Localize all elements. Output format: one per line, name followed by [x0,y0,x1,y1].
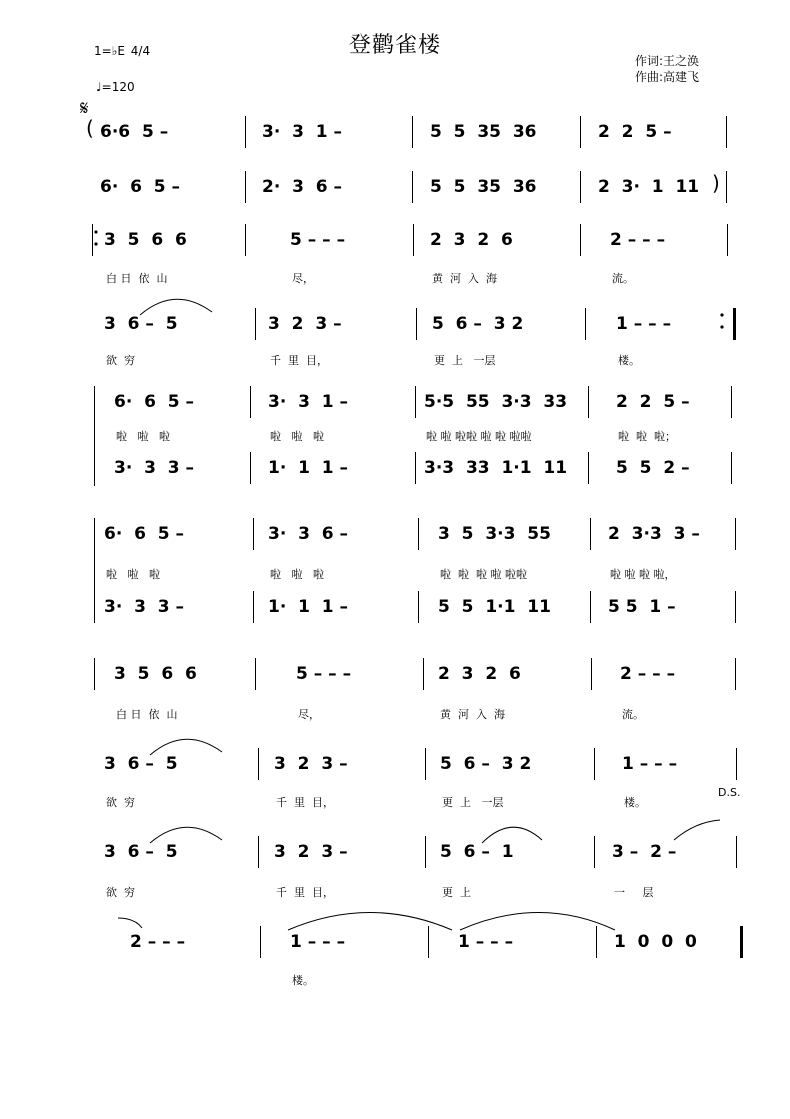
key-signature [94,44,150,58]
bar-line [415,452,416,484]
bar-line [591,658,592,690]
lyric-line: 啦 啦 啦啦 啦 啦 啦啦 [426,430,532,443]
measure-notes: 5 5 2 – [616,458,690,478]
segno-icon: 𝄋 [80,96,89,120]
measure-notes: 3 6 – 5 [104,842,178,862]
measure-notes: 3 6 – 5 [104,754,178,774]
bar-line [735,591,736,623]
bar-line [94,658,95,690]
measure-notes: 1 – – – [458,932,514,952]
bar-line [425,836,426,868]
slur-arc [674,820,720,840]
lyric-line: 啦 啦 啦 [270,568,324,581]
lyric-line: 啦 啦 啦 [270,430,324,443]
lyric-line: 啦 啦 啦 [106,568,160,581]
measure-notes: 6· 6 5 – [104,524,185,544]
slur-arc [460,913,615,931]
measure-notes: 3 5 6 6 [104,230,187,250]
lyric-line: 楼。 [292,974,314,987]
measure-notes: 6·6 5 – [100,122,169,142]
lyric-line: 欲 穷 [106,886,135,899]
measure-notes: 1 – – – [616,314,672,334]
lyric-line: 欲 穷 [106,354,135,367]
measure-notes: 3 2 3 – [274,842,348,862]
repeat-dot [94,230,97,233]
bar-line [253,591,254,623]
lyric-line: 楼。 [624,796,646,809]
measure-notes: 2 – – – [610,230,666,250]
lyric-line: 黄 河 入 海 [440,708,505,721]
measure-notes: 1 – – – [290,932,346,952]
measure-notes: 3· 3 1 – [268,392,349,412]
measure-notes: 2 3 2 6 [430,230,513,250]
measure-notes: 2 – – – [130,932,186,952]
bar-line [425,748,426,780]
time-signature: 4/4 [130,44,151,58]
lyric-line: 千 里 目， [270,354,328,367]
measure-notes: 6· 6 5 – [100,177,181,197]
bar-line [580,116,581,148]
lyric-line: 楼。 [618,354,640,367]
measure-notes: 3 – 2 – [612,842,677,862]
bar-line [740,926,743,958]
measure-notes: 3 2 3 – [268,314,342,334]
bar-line [415,386,416,418]
measure-notes: 2 – – – [620,664,676,684]
bar-line [258,836,259,868]
bar-line [588,386,589,418]
measure-notes: 6· 6 5 – [114,392,195,412]
lyric-line: 白 日 依 山 [116,708,178,721]
bar-line [416,308,417,340]
key-label: 1=♭E [94,44,125,58]
measure-notes: 2 3 2 6 [438,664,521,684]
bar-line [594,836,595,868]
tempo-marking: ♩=120 [96,80,135,94]
repeat-dot [720,325,723,328]
bar-line [260,926,261,958]
bar-line [92,224,93,256]
measure-notes: 5 – – – [290,230,346,250]
measure-notes: 5 – – – [296,664,352,684]
bar-line [731,452,732,484]
bar-line [412,171,413,203]
bar-line [412,116,413,148]
measure-notes: 5 5 1·1 11 [438,597,551,617]
lyricist-credit: 作词:王之涣 [635,54,700,68]
bar-line [733,308,736,340]
lyric-line: 尽， [292,272,314,285]
measure-notes: 5·5 55 3·3 33 [424,392,568,412]
lyric-line: 千 里 目， [276,886,334,899]
bar-line [250,452,251,484]
bar-line [596,926,597,958]
bar-line [253,518,254,550]
lyric-line: 更 上 一层 [442,796,504,809]
lyric-line: 白 日 依 山 [106,272,168,285]
measure-notes: 3·3 33 1·1 11 [424,458,568,478]
repeat-dot [94,242,97,245]
bar-line [726,116,727,148]
bar-line [726,171,727,203]
composer-credit: 作曲:高建飞 [635,70,700,84]
bar-line [255,658,256,690]
ds-marking: D.S. [718,786,741,799]
measure-notes: 2 3· 1 11 [598,177,700,197]
bar-line [418,591,419,623]
bar-line [735,658,736,690]
lyric-line: 啦 啦 啦 啦 啦啦 [440,568,527,581]
bar-line [258,748,259,780]
lyric-line: 更 上 [442,886,471,899]
lyric-line: 啦 啦 啦 [116,430,170,443]
bar-line [418,518,419,550]
measure-notes: 3 5 3·3 55 [438,524,551,544]
intro-close-paren: ) [712,171,720,195]
measure-notes: 5 5 1 – [608,597,676,617]
measure-notes: 5 5 35 36 [430,122,537,142]
measure-notes: 1· 1 1 – [268,458,349,478]
measure-notes: 3· 3 6 – [268,524,349,544]
lyric-line: 欲 穷 [106,796,135,809]
bar-line [580,171,581,203]
lyric-line: 流。 [622,708,644,721]
measure-notes: 1 – – – [622,754,678,774]
bar-line [727,224,728,256]
bar-line [590,518,591,550]
measure-notes: 1· 1 1 – [268,597,349,617]
lyric-line: 更 上 一层 [434,354,496,367]
measure-notes: 3 2 3 – [274,754,348,774]
bar-line [428,926,429,958]
measure-notes: 5 6 – 3 2 [432,314,524,334]
repeat-dot [720,313,723,316]
lyric-line: 啦 啦 啦； [618,430,676,443]
bar-line [94,591,95,623]
measure-notes: 3 6 – 5 [104,314,178,334]
measure-notes: 2· 3 6 – [262,177,343,197]
lyric-line: 流。 [612,272,634,285]
bar-line [736,748,737,780]
lyric-line: 一 层 [614,886,654,899]
measure-notes: 5 6 – 3 2 [440,754,532,774]
measure-notes: 2 3·3 3 – [608,524,700,544]
slur-arc [118,918,142,928]
lyric-line: 千 里 目， [276,796,334,809]
bar-line [585,308,586,340]
measure-notes: 2 2 5 – [616,392,690,412]
bar-line [245,116,246,148]
measure-notes: 3· 3 3 – [114,458,195,478]
bar-line [245,224,246,256]
lyric-line: 黄 河 入 海 [432,272,497,285]
measure-notes: 5 5 35 36 [430,177,537,197]
song-title: 登鹳雀楼 [348,33,441,58]
bar-line [413,224,414,256]
intro-open-paren: ( [86,116,94,140]
bar-line [423,658,424,690]
measure-notes: 3· 3 3 – [104,597,185,617]
bar-line [590,591,591,623]
measure-notes: 1 0 0 0 [614,932,697,952]
bar-line [588,452,589,484]
bar-line [736,836,737,868]
lyric-line: 尽， [298,708,320,721]
bar-line [250,386,251,418]
bar-line [94,452,95,484]
bar-line [255,308,256,340]
bar-line [580,224,581,256]
bar-line [594,748,595,780]
bar-line [731,386,732,418]
bar-line [245,171,246,203]
bar-line [735,518,736,550]
measure-notes: 3 5 6 6 [114,664,197,684]
lyric-line: 啦 啦 啦 啦， [610,568,676,581]
measure-notes: 2 2 5 – [598,122,672,142]
measure-notes: 3· 3 1 – [262,122,343,142]
measure-notes: 5 6 – 1 [440,842,514,862]
